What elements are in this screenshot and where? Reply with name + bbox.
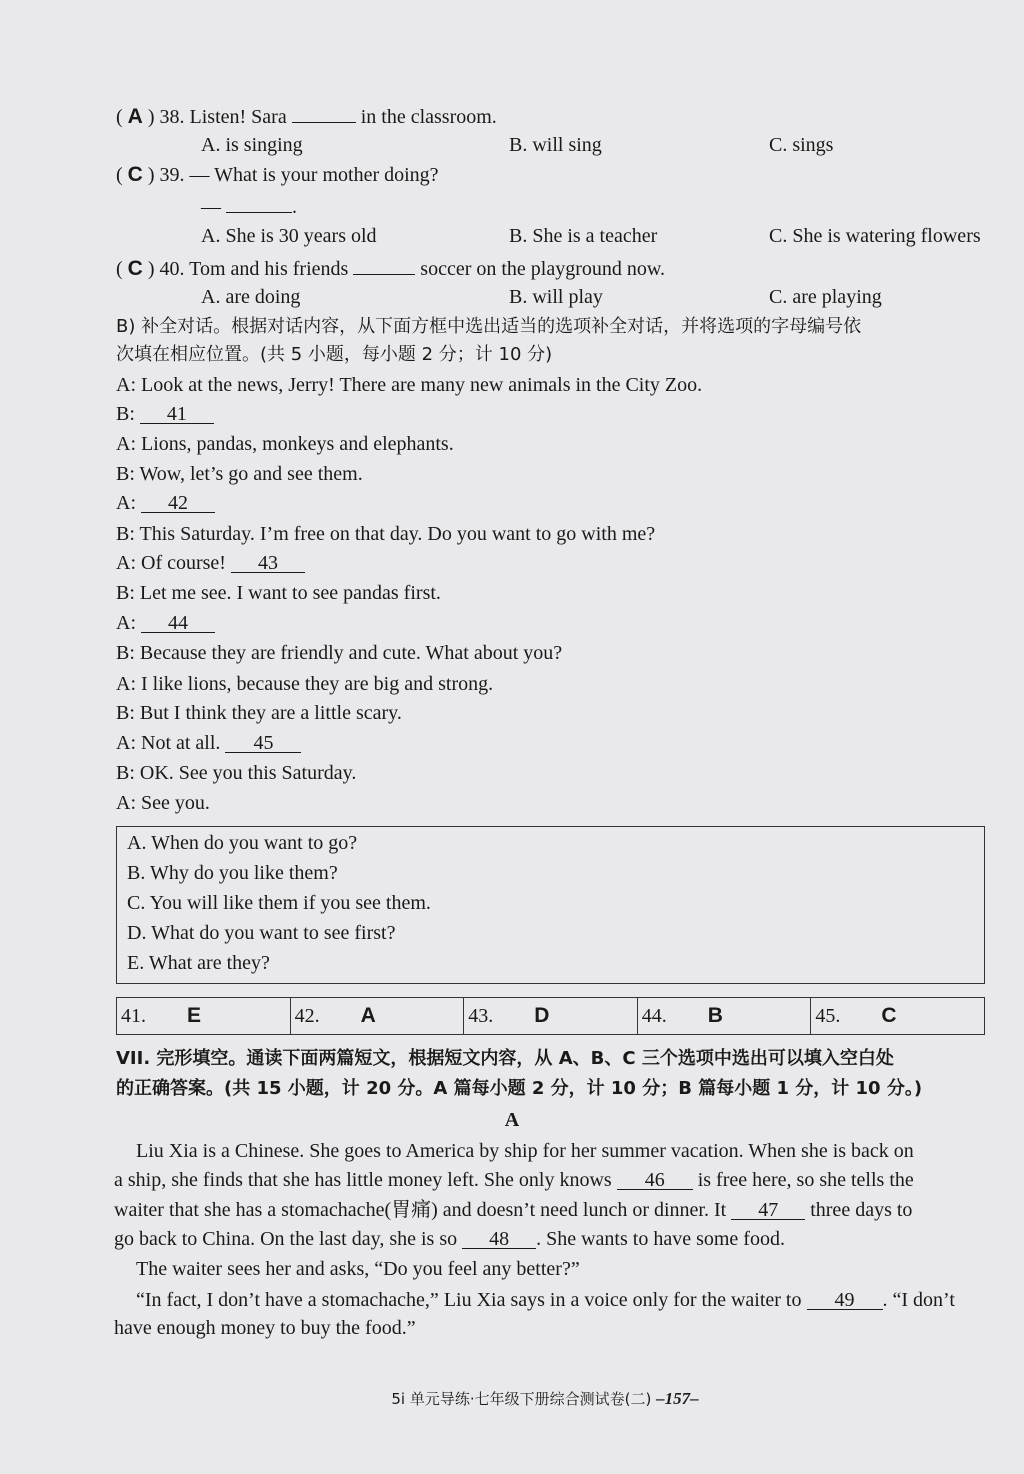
q40-stem-b: soccer on the playground now. [420, 258, 666, 280]
footer-title: 5i 单元导练·七年级下册综合测试卷(二) [391, 1390, 652, 1408]
page-footer [0, 1388, 1024, 1409]
dialogue-line: A: Look at the news, Jerry! There are many new animals in the City Zoo. [116, 374, 703, 396]
passage-line-5: The waiter sees her and asks, “Do you feel any better?” [136, 1258, 580, 1280]
passage-text: three days to [810, 1199, 913, 1221]
q39-stem: 39. — What is your mother doing? [159, 164, 439, 186]
dialogue-line: B: Because they are friendly and cute. What about you? [116, 642, 563, 664]
q38-stem-b: in the classroom. [360, 106, 497, 128]
cell-answer: E [187, 1004, 202, 1027]
dialogue-text: A: Of course! [116, 552, 226, 574]
blank-48: 48 [462, 1228, 536, 1249]
dialogue-line: B: OK. See you this Saturday. [116, 762, 357, 784]
blank-43: 43 [231, 552, 305, 573]
blank-46: 46 [617, 1169, 693, 1190]
dialogue-line: B: Wow, let’s go and see them. [116, 463, 363, 485]
dialogue-line: B: Let me see. I want to see pandas first. [116, 582, 441, 604]
blank-41: 41 [140, 403, 214, 424]
q40-option-c: C. are playing [769, 286, 882, 308]
q40-option-b: B. will play [509, 286, 603, 308]
answer-cell-42 [291, 998, 465, 1034]
cell-answer: A [360, 1004, 376, 1027]
option-d: D. What do you want to see first? [127, 922, 396, 944]
part-b-instruction-1: B) 补全对话。根据对话内容，从下面方框中选出适当的选项补全对话，并将选项的字母编号依 [116, 316, 862, 337]
q40-stem-a: 40. Tom and his friends [159, 258, 349, 280]
passage-heading: A [504, 1109, 520, 1131]
q38-option-b: B. will sing [509, 134, 602, 156]
passage-text: . “I don’t [882, 1289, 955, 1311]
blank [292, 102, 356, 123]
q39-option-b: B. She is a teacher [509, 225, 658, 247]
passage-text: . She wants to have some food. [536, 1228, 785, 1250]
dialogue-line: B: This Saturday. I’m free on that day. Do you want to go with me? [116, 523, 656, 545]
cell-number: 42. [294, 1004, 320, 1027]
question-38: ( A ) 38. Listen! Sara in the classroom. [116, 102, 497, 130]
q40-option-a: A. are doing [201, 286, 301, 308]
passage-text: waiter that she has a stomachache(胃痛) and doesn’t need lunch or dinner. It [114, 1199, 727, 1221]
question-39: ( C ) 39. — What is your mother doing? [116, 163, 439, 186]
answer-38: A [127, 105, 143, 128]
section-7-instruction-1: VII. 完形填空。通读下面两篇短文，根据短文内容，从 A、B、C 三个选项中选出可以填入空白处 [116, 1048, 894, 1069]
cell-answer: D [534, 1004, 550, 1027]
passage-text: is free here, so she tells the [697, 1169, 914, 1191]
answer-cell-43 [464, 998, 638, 1034]
dialogue-text: A: Not at all. [116, 732, 221, 754]
passage-text: a ship, she finds that she has little money left. She only knows [114, 1169, 612, 1191]
answer-39: C [127, 163, 143, 186]
cell-number: 45. [815, 1004, 841, 1027]
passage-line-3 [114, 1197, 912, 1223]
dialogue-line [116, 490, 215, 516]
blank [353, 254, 415, 275]
cell-number: 41. [121, 1004, 146, 1027]
passage-text: “In fact, I don’t have a stomachache,” Liu Xia says in a voice only for the waiter to [136, 1289, 802, 1311]
option-c: C. You will like them if you see them. [127, 892, 431, 914]
dash: — [201, 196, 221, 218]
dialogue-line: A: See you. [116, 792, 210, 814]
dialogue-line [116, 550, 305, 576]
answer-cell-41 [117, 998, 291, 1034]
passage-line-7: have enough money to buy the food.” [114, 1317, 416, 1339]
dialogue-line [116, 610, 215, 636]
option-b: B. Why do you like them? [127, 862, 338, 884]
q39-option-c: C. She is watering flowers [769, 225, 981, 247]
dialogue-line: A: I like lions, because they are big and strong. [116, 673, 494, 695]
speaker: A: [116, 492, 136, 514]
q38-stem-a: 38. Listen! Sara [159, 106, 287, 128]
answer-40: C [127, 257, 143, 280]
passage-line-4 [114, 1226, 785, 1252]
answer-table [116, 997, 985, 1035]
q38-option-c: C. sings [769, 134, 834, 156]
passage-line-2 [114, 1167, 914, 1193]
dialogue-line [116, 730, 301, 756]
q38-option-a: A. is singing [201, 134, 303, 156]
passage-line-6 [136, 1287, 955, 1313]
blank-45: 45 [225, 732, 301, 753]
dialogue-line: A: Lions, pandas, monkeys and elephants. [116, 433, 454, 455]
cell-number: 43. [468, 1004, 494, 1027]
blank-49: 49 [807, 1289, 883, 1310]
blank-44: 44 [141, 612, 215, 633]
part-b-instruction-2: 次填在相应位置。(共 5 小题，每小题 2 分；计 10 分) [116, 344, 553, 365]
cell-answer: B [707, 1004, 723, 1027]
blank [226, 192, 292, 213]
options-box [116, 826, 985, 984]
cell-number: 44. [641, 1004, 667, 1027]
q39-reply-line: — . [201, 192, 297, 220]
speaker: A: [116, 612, 136, 634]
blank-42: 42 [141, 492, 215, 513]
blank-47: 47 [731, 1199, 805, 1220]
cell-answer: C [881, 1004, 897, 1027]
page-number: –157– [656, 1389, 699, 1408]
option-a: A. When do you want to go? [127, 832, 358, 854]
section-7-instruction-2: 的正确答案。(共 15 小题，计 20 分。A 篇每小题 2 分，计 10 分；B 篇每小题 1 分，计 10 分。) [116, 1078, 923, 1099]
option-e: E. What are they? [127, 952, 270, 974]
speaker: B: [116, 403, 135, 425]
question-40: ( C ) 40. Tom and his friends soccer on the playground now. [116, 254, 665, 282]
answer-cell-44 [638, 998, 812, 1034]
dialogue-line [116, 401, 214, 427]
q39-option-a: A. She is 30 years old [201, 225, 377, 247]
dialogue-line: B: But I think they are a little scary. [116, 702, 402, 724]
passage-text: go back to China. On the last day, she is so [114, 1228, 458, 1250]
answer-cell-45 [811, 998, 984, 1034]
passage-line-1: Liu Xia is a Chinese. She goes to America by ship for her summer vacation. When she is back on [136, 1140, 914, 1162]
